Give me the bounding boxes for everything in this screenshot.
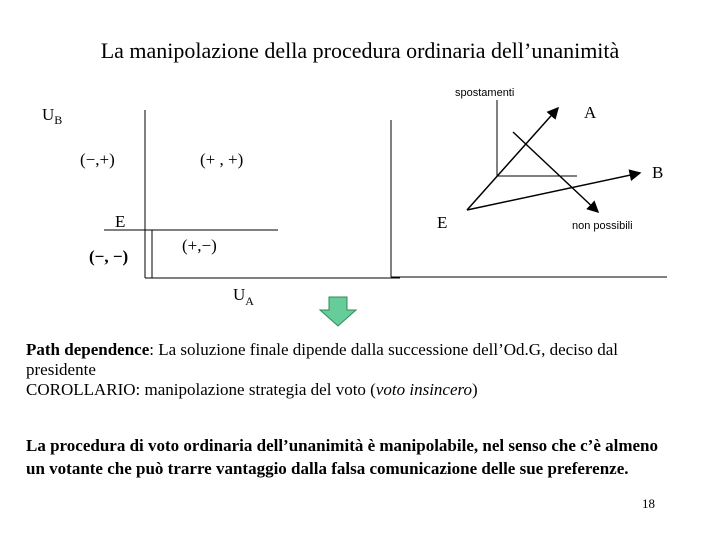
- quadrant-bottom-right: (+,−): [182, 236, 217, 255]
- y-axis-label: $U_B$: [42, 105, 63, 127]
- arrow-to-a: [467, 108, 558, 210]
- quadrant-top-left: (−,+): [80, 150, 115, 169]
- corollary-italic: voto insincero: [375, 380, 472, 399]
- left-point-e: E: [115, 212, 126, 231]
- manipulability-paragraph: La procedura di voto ordinaria dell’unanimità è manipolabile, nel senso che c’è almeno un votante che può trarre vantaggio dalla falsa comunicazione delle sue preferenze.: [26, 436, 658, 478]
- down-arrow-icon: [320, 297, 356, 326]
- right-point-e: E: [437, 213, 448, 232]
- x-axis-label: $U_A$: [233, 285, 254, 308]
- path-dependence-text: : La soluzione finale dipende dalla successione dell’Od.G, deciso dal presidente: [26, 340, 619, 379]
- path-dependence-paragraph: [26, 340, 686, 400]
- page-number: 18: [642, 496, 655, 511]
- slide-title: La manipolazione della procedura ordinaria dell’unanimità: [100, 38, 620, 63]
- corollary-end: ): [472, 380, 478, 399]
- quadrant-bottom-left: (−, −): [89, 247, 129, 266]
- corollary-text: COROLLARIO: manipolazione strategia del voto (: [26, 380, 376, 399]
- quadrant-top-right: (+ , +): [200, 150, 244, 169]
- left-diagram: [42, 105, 400, 308]
- arrow-not-possible: [513, 132, 598, 212]
- right-label-b: B: [652, 163, 664, 182]
- right-diagram: [391, 87, 667, 277]
- arrow-to-b: [467, 173, 640, 210]
- spostamenti-label: spostamenti: [455, 87, 515, 99]
- non-possibili-label: non possibili: [572, 220, 633, 232]
- right-label-a: A: [584, 103, 597, 122]
- path-dependence-term: Path dependence: [26, 340, 150, 359]
